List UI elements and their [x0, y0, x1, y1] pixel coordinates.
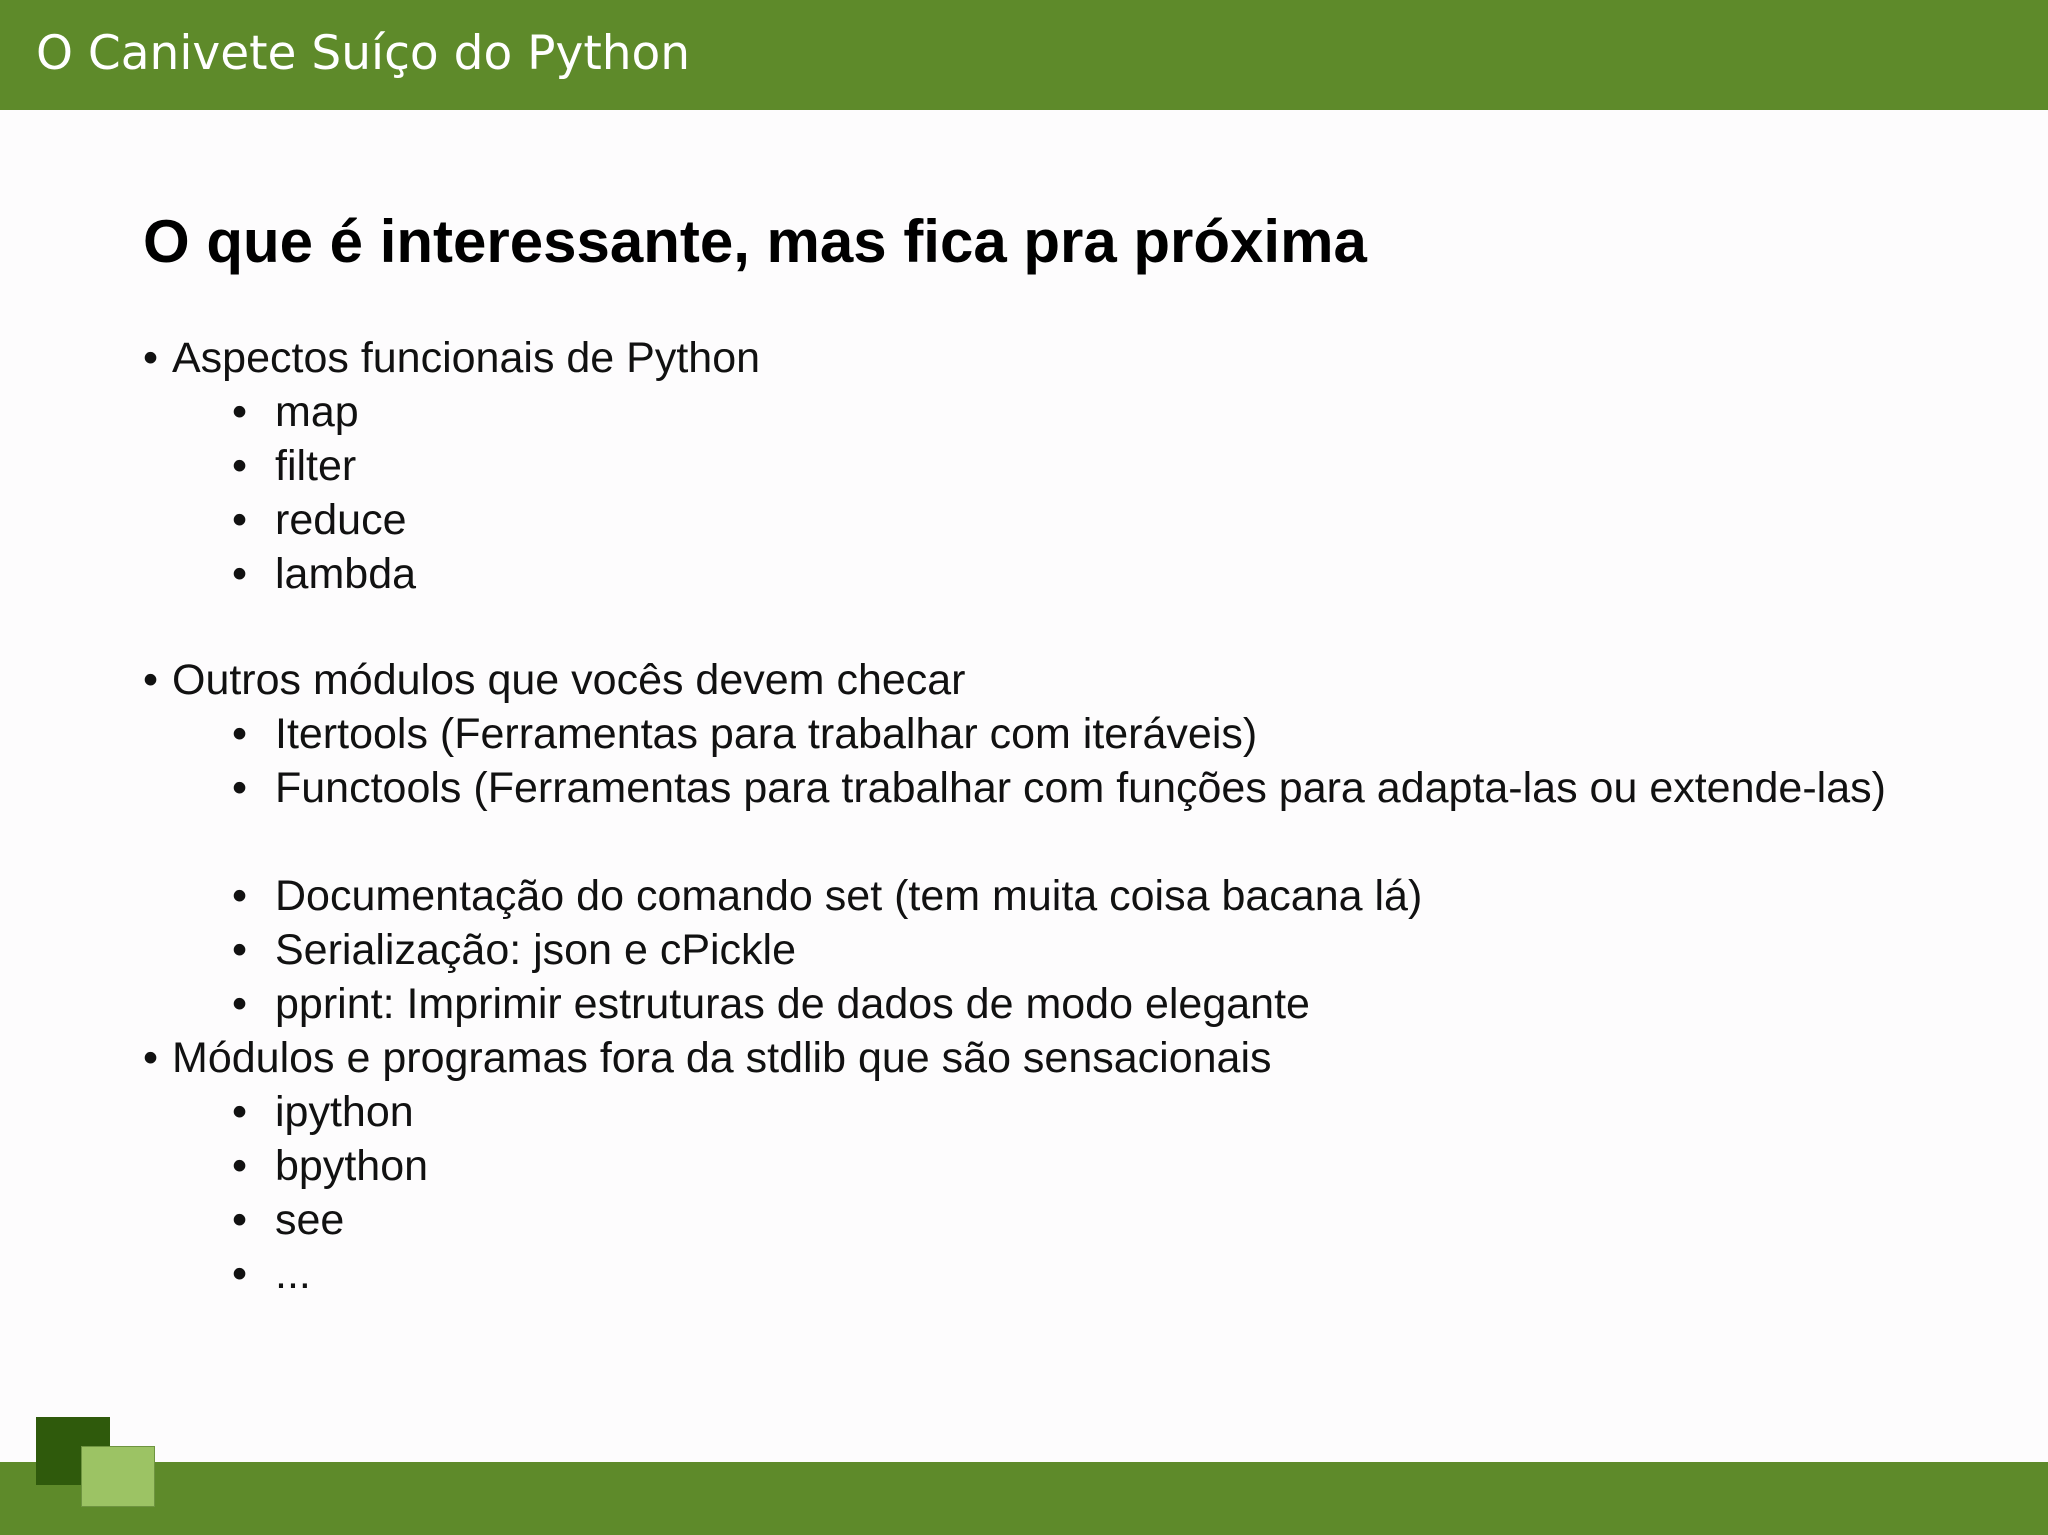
list-item-label: Serialização: json e cPickle — [275, 926, 797, 974]
list-item-label: Módulos e programas fora da stdlib que são sensacionais — [172, 1034, 1272, 1082]
bullet-icon: • — [232, 388, 248, 436]
list-item-label: Outros módulos que vocês devem checar — [172, 656, 966, 704]
list-item-label: ... — [275, 1250, 311, 1298]
list-item-label: Functools (Ferramentas para trabalhar com funções para adapta-las ou extende-las) — [275, 764, 1886, 812]
bullet-icon: • — [232, 550, 248, 598]
bullet-icon: • — [232, 1142, 248, 1190]
footer-bar — [0, 1462, 2048, 1535]
bullet-icon: • — [232, 710, 248, 758]
list-item-label: lambda — [275, 550, 417, 598]
list-item-label: Aspectos funcionais de Python — [172, 334, 761, 382]
list-item-label: see — [275, 1196, 345, 1244]
list-item-label: map — [275, 388, 359, 436]
bullet-icon: • — [232, 442, 248, 490]
list-item-label: bpython — [275, 1142, 429, 1190]
bullet-icon: • — [232, 764, 248, 812]
header-bar — [0, 0, 2048, 110]
bullet-icon: • — [232, 872, 248, 920]
bullet-icon: • — [232, 926, 248, 974]
list-item-label: pprint: Imprimir estruturas de dados de modo elegante — [275, 980, 1310, 1028]
bullet-icon: • — [232, 1088, 248, 1136]
list-item-label: Documentação do comando set (tem muita coisa bacana lá) — [275, 872, 1423, 920]
list-item-label: reduce — [275, 496, 407, 544]
bullet-icon: • — [143, 334, 159, 382]
list-item-label: filter — [275, 442, 357, 490]
presentation-title: O Canivete Suíço do Python — [36, 26, 691, 81]
bullet-icon: • — [143, 1034, 159, 1082]
bullet-icon: • — [143, 656, 159, 704]
bullet-icon: • — [232, 1196, 248, 1244]
bullet-icon: • — [232, 1250, 248, 1298]
bullet-icon: • — [232, 496, 248, 544]
list-item-label: ipython — [275, 1088, 414, 1136]
list-item-label: Itertools (Ferramentas para trabalhar com iteráveis) — [275, 710, 1258, 758]
slide-heading: O que é interessante, mas fica pra próxima — [143, 208, 1367, 275]
decorative-light-square — [81, 1446, 155, 1507]
bullet-icon: • — [232, 980, 248, 1028]
